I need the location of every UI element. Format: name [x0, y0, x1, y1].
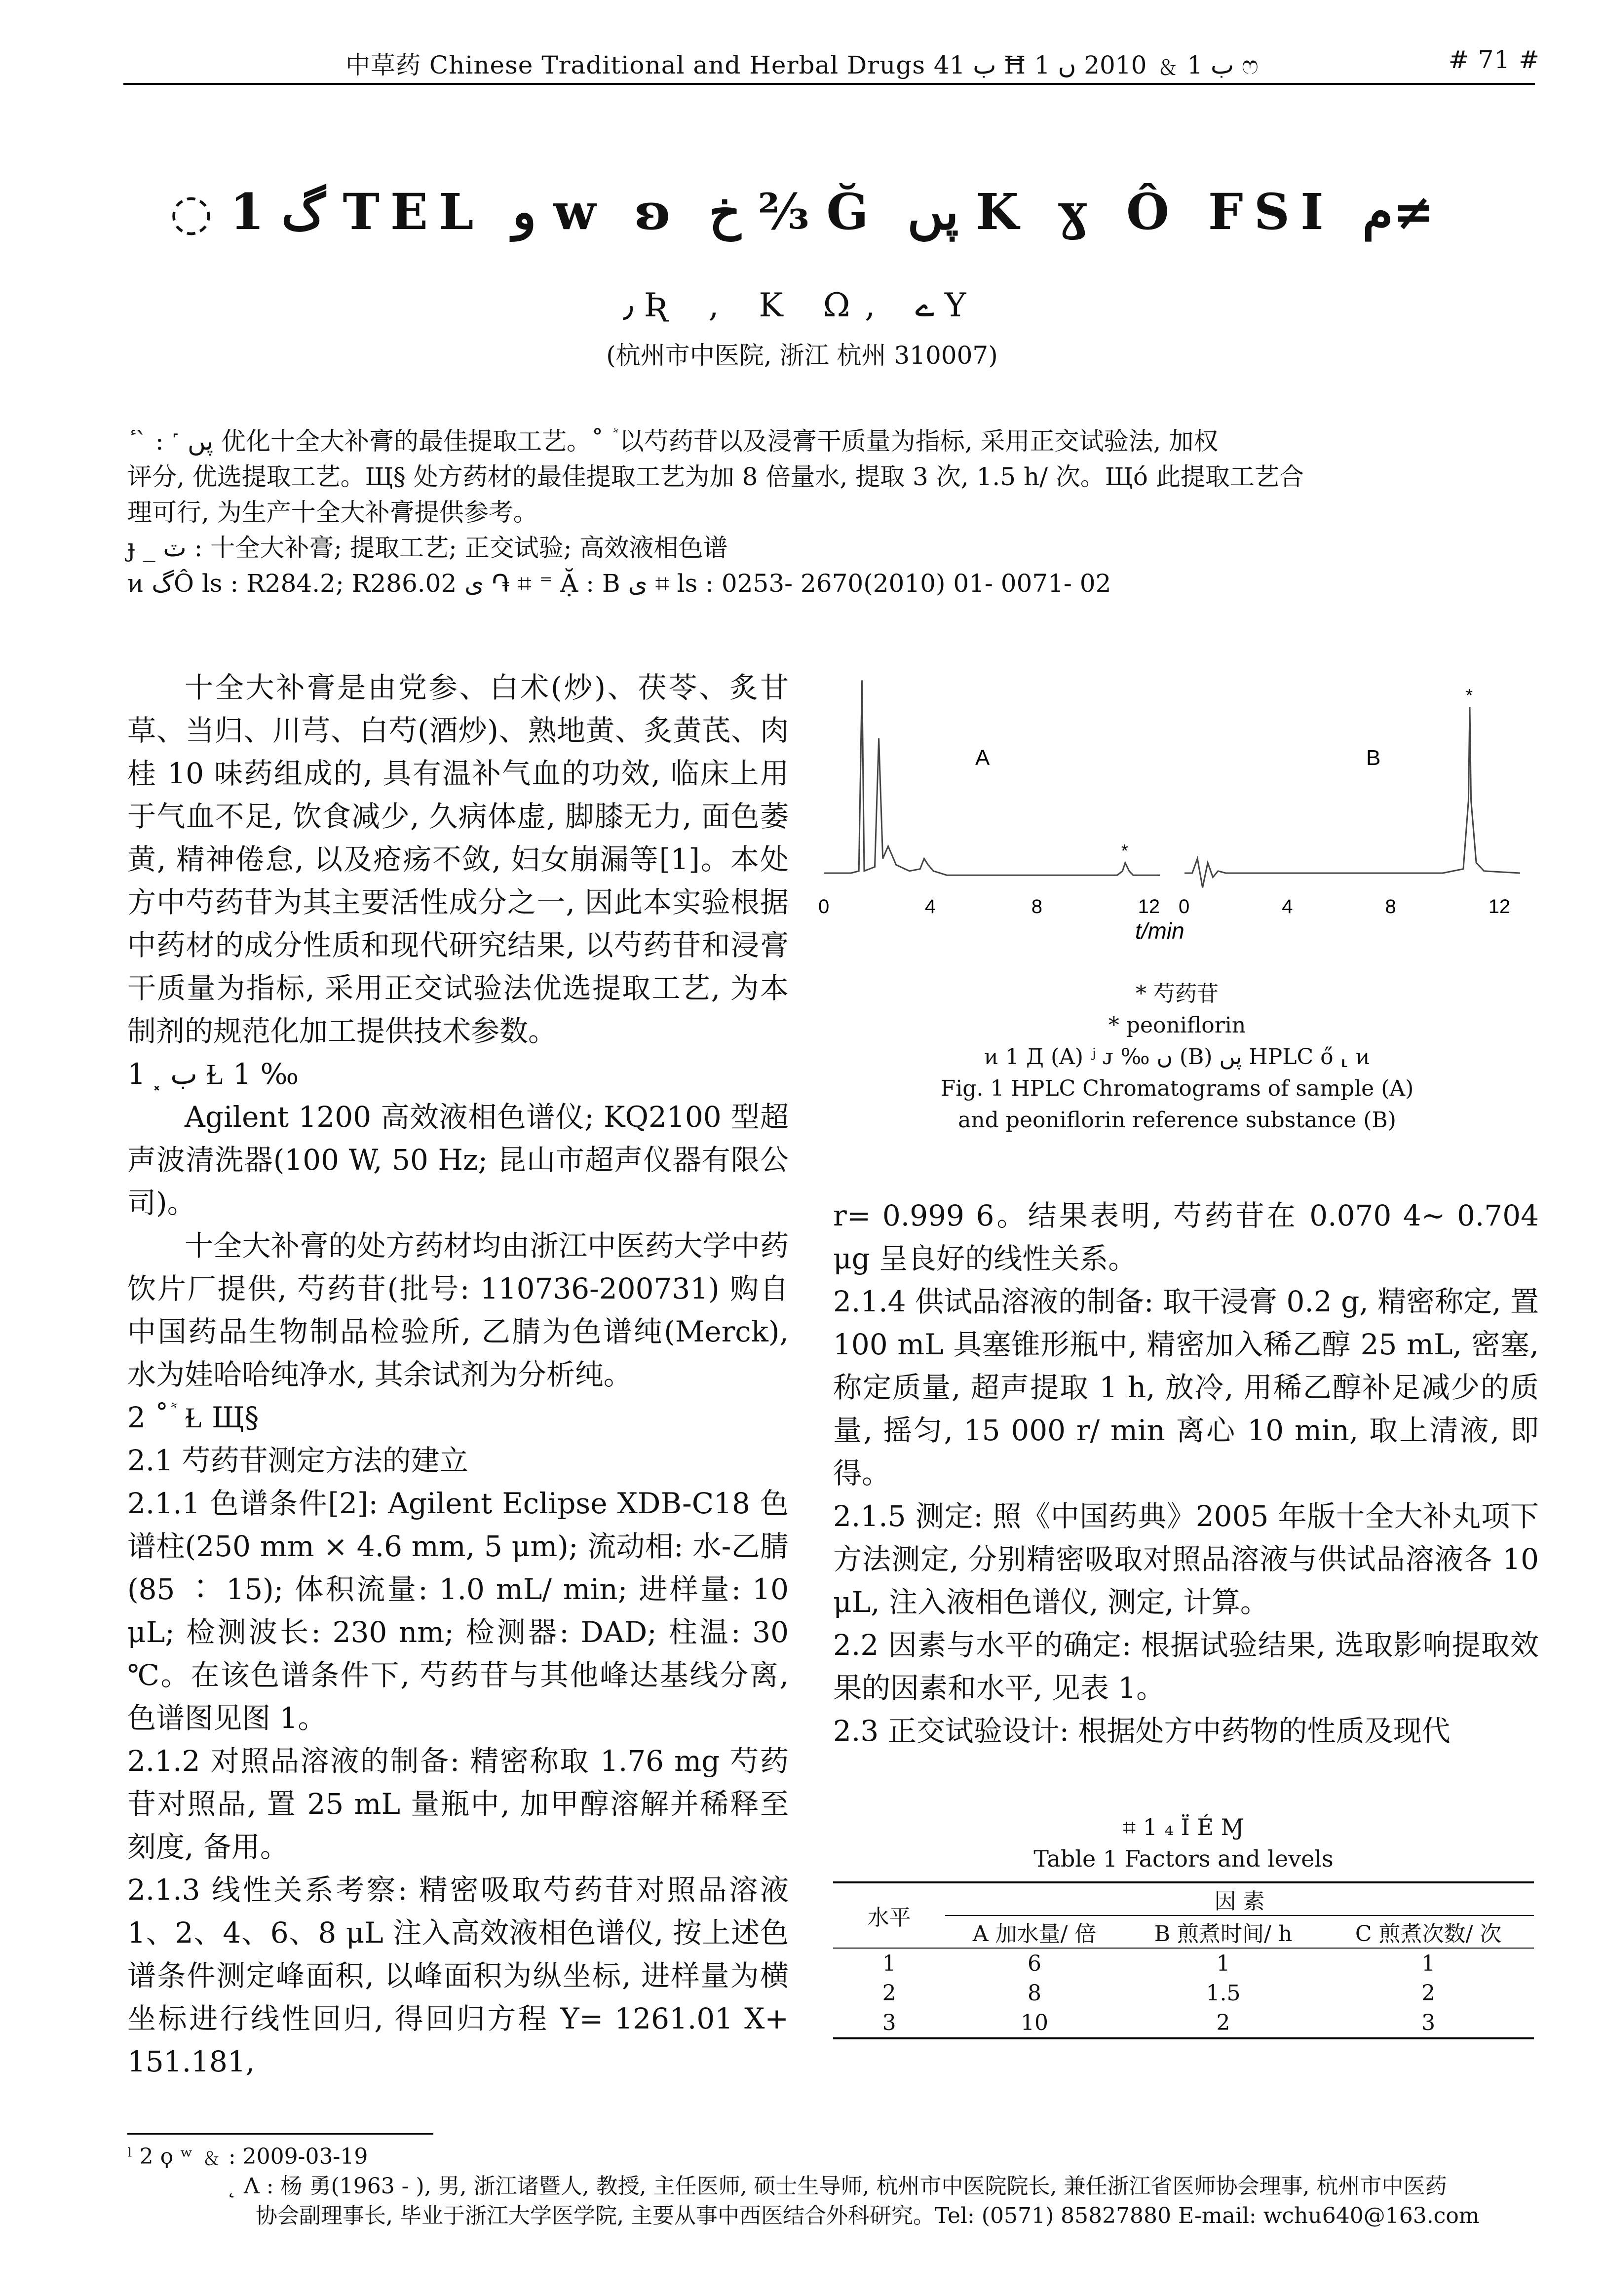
- tick-label-b: 4: [1282, 896, 1293, 918]
- table-column-header: A 加水量/ 倍: [972, 1921, 1097, 1947]
- footnotes: [127, 2142, 1539, 2231]
- chromatogram-trace-a: [824, 680, 1160, 875]
- intro-paragraph: 十全大补膏是由党参、白术(炒)、茯苓、炙甘草、当归、川芎、白芍(酒炒)、熟地黄、炙黄芪、肉桂 10 味药组成的, 具有温补气血的功效, 临床上用于气血不足, 饮食减少, 久病体虚, 脚膝无力, 面色萎黄, 精神倦怠, 以及疮疡不敛, 妇女崩漏等[1]。本处方中芍药苷为其主要活性成分之一, 因此本实验根据中药材的成分性质和现代研究结果, 以芍药苷和浸膏干质量为指标, 采用正交试验法优选提取工艺, 为本制剂的规范化加工提供技术参数。: [127, 671, 789, 1048]
- classification: ͷ گÔ ls : R284.2; R286.02 ى ֏ ⌗ ⁼ Ặ : B ى ⌗ ls : 0253- 2670(2010) 01- 0071- 02: [127, 569, 1111, 598]
- table-head-level: 水平: [867, 1905, 911, 1930]
- factors-levels: 2.2 因素与水平的确定: 根据试验结果, 选取影响提取效果的因素和水平, 见表 1。: [833, 1628, 1539, 1705]
- table-cell: 3: [882, 2010, 896, 2035]
- keywords: ɟ _ ٽ : 十全大补膏; 提取工艺; 正交试验; 高效液相色谱: [127, 534, 728, 562]
- author-bio-cont: 协会副理事长, 毕业于浙江大学医学院, 主要从事中西医结合外科研究。Tel: (0571) 85827880 E-mail: wchu640@163.com: [256, 2203, 1480, 2228]
- table-cell: 2: [882, 1980, 896, 2006]
- determination: 2.1.5 测定: 照《中国药典》2005 年版十全大补丸项下方法测定, 分别精密吸取对照品溶液与供试品溶液各 10 μL, 注入液相色谱仪, 测定, 计算。: [833, 1499, 1539, 1619]
- table-head-factor: 因 素: [945, 1882, 1534, 1915]
- table-column-header: C 煎煮次数/ 次: [1355, 1921, 1502, 1947]
- caption-en-2: and peoniflorin reference substance (B): [958, 1108, 1396, 1133]
- caption-en-1: Fig. 1 HPLC Chromatograms of sample (A): [940, 1076, 1414, 1101]
- peak-marker-a: *: [1121, 841, 1128, 861]
- factors-table: [833, 1881, 1534, 2039]
- running-header: [345, 45, 1540, 81]
- chromatogram-figure: [819, 666, 1535, 972]
- section-heading-2: 2 ˚ ٞ Ɫ Щ§: [127, 1401, 259, 1434]
- article-title: ◌ 1 گ TEL و w ʚ خ ⅔ Ğ پں K ɣ Ô FSI م≠: [169, 183, 1435, 241]
- tick-label-a: 8: [1031, 896, 1042, 918]
- authors: ٫ Ʀ , K Ω, ے Y: [623, 286, 981, 324]
- footnote-rule: [127, 2133, 433, 2135]
- panel-label-a: A: [975, 746, 990, 770]
- table-cell: 1: [1421, 1951, 1436, 1976]
- abstract: [127, 423, 1489, 601]
- legend-en: * peoniflorin: [1108, 1013, 1246, 1038]
- section-heading-1: 1 ⸼ ب Ɫ 1 ‰: [127, 1057, 299, 1091]
- orthogonal-design: 2.3 正交试验设计: 根据处方中药物的性质及现代: [833, 1714, 1451, 1748]
- journal-line: 中草药 Chinese Traditional and Herbal Drugs ب 41 Ħ ب 1 ﹠ 2010 ں 1 ෆ: [345, 51, 1259, 79]
- table-cell: 1: [1216, 1951, 1230, 1976]
- table-title-cn: ⌗ 1 ₄ Ϊ É Ɱ: [1123, 1814, 1244, 1840]
- tick-label-b: 8: [1385, 896, 1396, 918]
- axis-label: t/min: [1135, 918, 1184, 944]
- table-row: [833, 2008, 1534, 2038]
- linearity: 2.1.3 线性关系考察: 精密吸取芍药苷对照品溶液 1、2、4、6、8 μL 注入高效液相色谱仪, 按上述色谱条件测定峰面积, 以峰面积为纵坐标, 进样量为横坐标进行线性回归, 得回归方程 Y= 1261.01 X+ 151.181,: [127, 1873, 789, 2078]
- tick-label-b: 12: [1488, 896, 1511, 918]
- table-column-header: B 煎煮时间/ h: [1154, 1921, 1293, 1947]
- table-row: [833, 1978, 1534, 2008]
- received-date: ˡ 2 ϙ ʷ ﹠ : 2009-03-19: [127, 2144, 368, 2169]
- tick-label-a: 12: [1138, 896, 1160, 918]
- affiliation: (杭州市中医院, 浙江 杭州 310007): [606, 341, 998, 370]
- table-cell: 1.5: [1206, 1980, 1241, 2006]
- panel-label-b: B: [1366, 746, 1381, 770]
- page-number: # 71 #: [1448, 45, 1540, 74]
- abstract-line: 评分, 优选提取工艺。Щ§ 处方药材的最佳提取工艺为加 8 倍量水, 提取 3 次, 1.5 h/ 次。Щó 此提取工艺合: [127, 462, 1304, 491]
- left-column: [127, 666, 789, 2083]
- header-rule: [123, 83, 1535, 85]
- legend-cn: * 芍药苷: [1136, 981, 1219, 1006]
- figure-1: [819, 666, 1535, 1136]
- table-cell: 2: [1216, 2010, 1230, 2035]
- abstract-line: 理可行, 为生产十全大补膏提供参考。: [127, 498, 538, 527]
- peak-marker-b: *: [1466, 685, 1473, 705]
- table-1: [833, 1811, 1534, 2039]
- table-cell: 1: [882, 1951, 896, 1976]
- tick-label-a: 4: [924, 896, 936, 918]
- table-cell: 2: [1421, 1980, 1436, 2006]
- abstract-line: ٔ ˋ : ˹ پں 优化十全大补膏的最佳提取工艺。˚ ٞ 以芍药苷以及浸膏干质量为指标, 采用正交试验法, 加权: [127, 427, 1219, 456]
- table-cell: 8: [1028, 1980, 1041, 2006]
- table-cell: 10: [1021, 2010, 1048, 2035]
- author-bio: ˛ Ʌ : 杨 勇(1963 - ), 男, 浙江诸暨人, 教授, 主任医师, 硕士生导师, 杭州市中医院院长, 兼任浙江省医师协会理事, 杭州市中医药: [226, 2174, 1447, 2199]
- materials-paragraph: 十全大补膏的处方药材均由浙江中医药大学中药饮片厂提供, 芍药苷(批号: 110736-200731) 购自中国药品生物制品检验所, 乙腈为色谱纯(Merck), 水为娃哈哈纯净水, 其余试剂为分析纯。: [127, 1229, 789, 1391]
- linearity-result: r= 0.999 6。结果表明, 芍药苷在 0.070 4~ 0.704 μg 呈良好的线性关系。: [833, 1199, 1539, 1275]
- table-row: [833, 1948, 1534, 1978]
- right-column: [833, 1194, 1539, 1753]
- reference-solution: 2.1.2 对照品溶液的制备: 精密称取 1.76 mg 芍药苷对照品, 置 25 mL 量瓶中, 加甲醇溶解并稀释至刻度, 备用。: [127, 1744, 789, 1864]
- chromatogram-trace-b: [1184, 707, 1520, 887]
- sample-solution: 2.1.4 供试品溶液的制备: 取干浸膏 0.2 g, 精密称定, 置 100 mL 具塞锥形瓶中, 精密加入稀乙醇 25 mL, 密塞, 称定质量, 超声提取 1 h, 放冷, 用稀乙醇补足减少的质量, 摇匀, 15 000 r/ min 离心 10 min, 取上清液, 即得。: [833, 1285, 1539, 1490]
- tick-label-b: 0: [1179, 896, 1190, 918]
- tick-label-a: 0: [819, 896, 830, 918]
- table-cell: 6: [1028, 1951, 1041, 1976]
- instruments-paragraph: Agilent 1200 高效液相色谱仪; KQ2100 型超声波清洗器(100 W, 50 Hz; 昆山市超声仪器有限公司)。: [127, 1100, 789, 1220]
- table-title-en: Table 1 Factors and levels: [1033, 1845, 1334, 1872]
- subsection-heading-2-1: 2.1 芍药苷测定方法的建立: [127, 1444, 468, 1477]
- caption-cn: ͷ 1 Д (A) ʲ ᴊ ‰ ں (B) پں HPLC ő ⸤ ͷ: [984, 1044, 1371, 1070]
- table-cell: 3: [1421, 2010, 1436, 2035]
- chromatographic-conditions: 2.1.1 色谱条件[2]: Agilent Eclipse XDB-C18 色谱柱(250 mm × 4.6 mm, 5 μm); 流动相: 水-乙腈(85 ∶ 15); 体积流量: 1.0 mL/ min; 进样量: 10 μL; 检测波长: 230 nm; 检测器: DAD; 柱温: 30 ℃。在该色谱条件下, 芍药苷与其他峰达基线分离, 色谱图见图 1。: [127, 1487, 789, 1735]
